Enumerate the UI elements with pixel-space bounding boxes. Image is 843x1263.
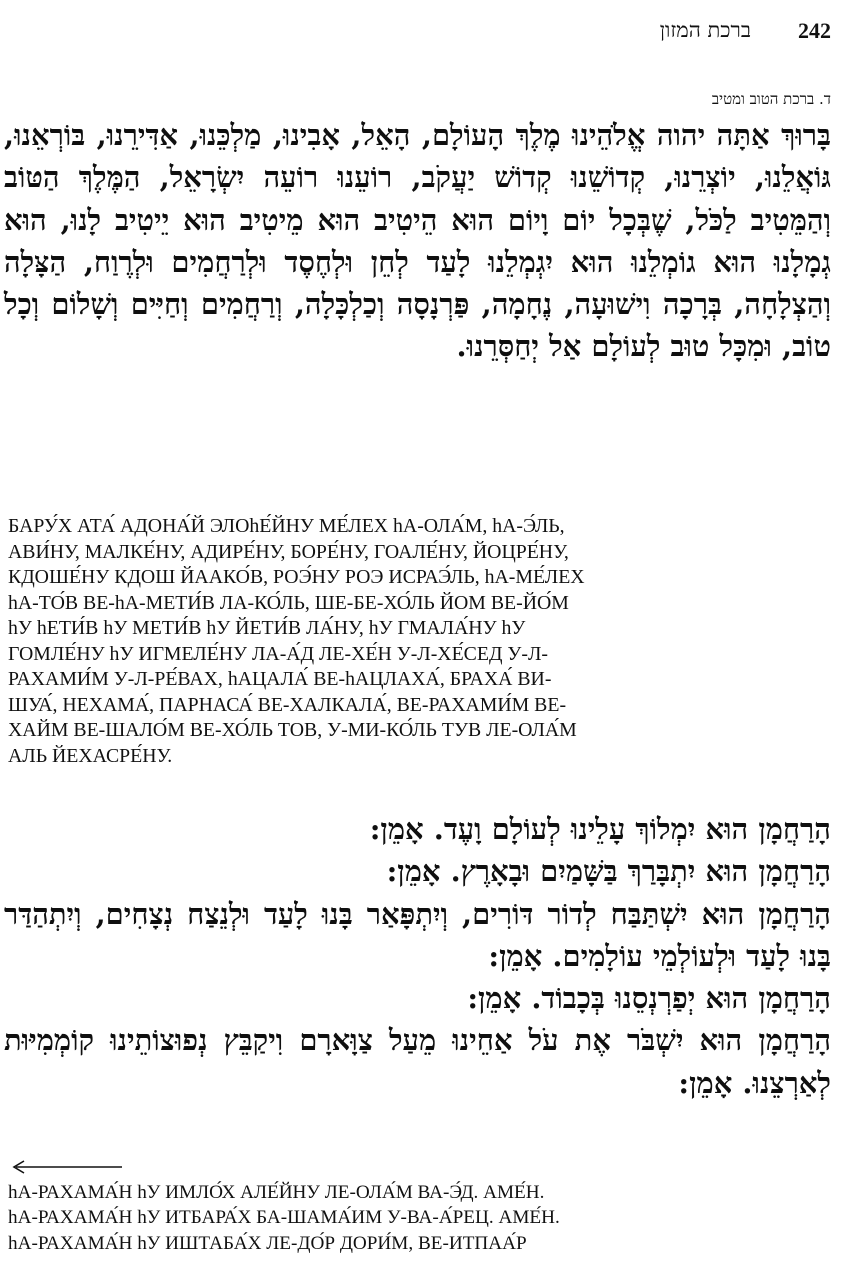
harachaman-line: הָרַחֲמָן הוּא יִשְׁתַּבַּח לְדוֹר דּוֹרִים, וְיִתְפָּאַר בָּנוּ לָעַד וּלְנֵצַח נְצָחִים, וְיִתְהַדַּר בָּנוּ לָעַד וּלְעוֹלְמֵי עוֹלָמִים. אָמֵן: xyxy=(4,896,831,973)
translit-line: hА-РАХАМА́Н hУ ИШТАБА́Х ЛЕ-ДО́Р ДОРИ́М, ВЕ-ИТПАА́Р xyxy=(8,1232,527,1254)
page-number: 242 xyxy=(798,18,831,43)
translit-line: АВИ́НУ, МАЛКЕ́НУ, АДИРЕ́НУ, БОРЕ́НУ, ГОАЛЕ́НУ, ЙОЦРЕ́НУ, xyxy=(8,540,569,563)
translit-line: hА-ТО́В ВЕ-hА-МЕТИ́В ЛА-КО́ЛЬ, ШЕ-БЕ-ХО́ЛЬ ЙОМ ВЕ-ЙО́М xyxy=(8,591,569,614)
harachaman-line: הָרַחֲמָן הוּא יִמְלוֹךְ עָלֵינוּ לְעוֹלָם וָעֶד. אָמֵן: xyxy=(369,812,831,846)
blessing-hebrew-text xyxy=(4,114,831,368)
blessing-hebrew-paragraph: בָּרוּךְ אַתָּה יהוה אֱלֹהֵינוּ מֶלֶךְ הָעוֹלָם, הָאֵל, אָבִינוּ, מַלְכֵּנוּ, אַדִּירֵנוּ, בּוֹרְאֵנוּ, גּוֹאֲלֵנוּ, יוֹצְרֵנוּ, קְדוֹשֵׁנוּ קְדוֹשׁ יַעֲקֹב, רוֹעֵנוּ רוֹעֵה יִשְׂרָאֵל, הַמֶּלֶךְ הַטּוֹב וְהַמֵּטִיב לַכֹּל, שֶׁבְּכָל יוֹם וָיוֹם הוּא הֵיטִיב הוּא מֵיטִיב הוּא יֵיטִיב לָנוּ, הוּא גְמָלָנוּ הוּא גוֹמְלֵנוּ הוּא יִגְמְלֵנוּ לָעַד לְחֵן וּלְחֶסֶד וּלְרַחֲמִים וּלְרֶוַח, הַצָּלָה וְהַצְלָחָה, בְּרָכָה וִישׁוּעָה, נֶחָמָה, פַּרְנָסָה וְכַלְכָּלָה, וְרַחֲמִים וְחַיִּים וְשָׁלוֹם וְכָל טוֹב, וּמִכָּל טוּב לְעוֹלָם אַל יְחַסְּרֵנוּ. xyxy=(4,118,831,364)
translit-line: РАХАМИ́М У-Л-РЕ́ВАХ, hАЦАЛА́ ВЕ-hАЦЛАХА́, БРАХА́ ВИ- xyxy=(8,668,552,690)
translit-line: КДОШЕ́НУ КДОШ ЙААКО́В, РОЭ́НУ РОЭ ИСРАЭ́ЛЬ, hА-МЕ́ЛЕХ xyxy=(8,566,585,588)
section-heading: ד. ברכת הטוב ומטיב xyxy=(711,90,831,108)
harachaman-hebrew-text xyxy=(4,808,831,1104)
harachaman-line: הָרַחֲמָן הוּא יְפַרְנְסֵנוּ בְּכָבוֹד. אָמֵן: xyxy=(467,981,831,1016)
blessing-transliteration xyxy=(8,514,829,769)
harachaman-line: הָרַחֲמָן הוּא יִשְׁבֹּר אֶת עֹל אַחֵינוּ מֵעַל צַוָּארָם וִיקַבֵּץ נְפוּצוֹתֵינוּ קוֹמְמִיּוּת לְאַרְצֵנוּ. אָמֵן: xyxy=(4,1023,831,1100)
translit-line: БАРУ́Х АТА́ АДОНА́Й ЭЛОhЕ́ЙНУ МЕ́ЛЕХ hА-ОЛА́М, hА-Э́ЛЬ, xyxy=(8,515,565,537)
translit-line: hА-РАХАМА́Н hУ ИТБАРА́Х БА-ШАМА́ИМ У-ВА-А́РЕЦ. АМЕ́Н. xyxy=(8,1207,560,1229)
translit-line: hУ hЕТИ́В hУ МЕТИ́В hУ ЙЕТИ́В ЛА́НУ, hУ ГМАЛА́НУ hУ xyxy=(8,617,526,639)
translit-line: hА-РАХАМА́Н hУ ИМЛО́Х АЛЕ́ЙНУ ЛЕ-ОЛА́М ВА-Э́Д. АМЕ́Н. xyxy=(8,1182,545,1203)
translit-line: АЛЬ ЙЕХАСРЕ́НУ. xyxy=(8,744,173,767)
translit-line: ШУА́, НЕХАМА́, ПАРНАСА́ ВЕ-ХАЛКАЛА́, ВЕ-РАХАМИ́М ВЕ- xyxy=(8,693,567,716)
translit-line: ГОМЛЕ́НУ hУ ИГМЕЛЕ́НУ ЛА-А́Д ЛЕ-ХЕ́Н У-Л-ХЕ́СЕД У-Л- xyxy=(8,642,548,665)
running-title: ברכת המזון xyxy=(659,18,751,42)
harachaman-transliteration xyxy=(8,1180,829,1256)
translit-line: ХАЙМ ВЕ-ШАЛО́М ВЕ-ХО́ЛЬ ТОВ, У-МИ-КО́ЛЬ ТУВ ЛЕ-ОЛА́М xyxy=(8,719,577,741)
harachaman-line: הָרַחֲמָן הוּא יִתְבָּרַךְ בַּשָּׁמַיִם וּבָאָרֶץ. אָמֵן: xyxy=(386,854,831,889)
continuation-arrow-icon xyxy=(10,1160,122,1174)
